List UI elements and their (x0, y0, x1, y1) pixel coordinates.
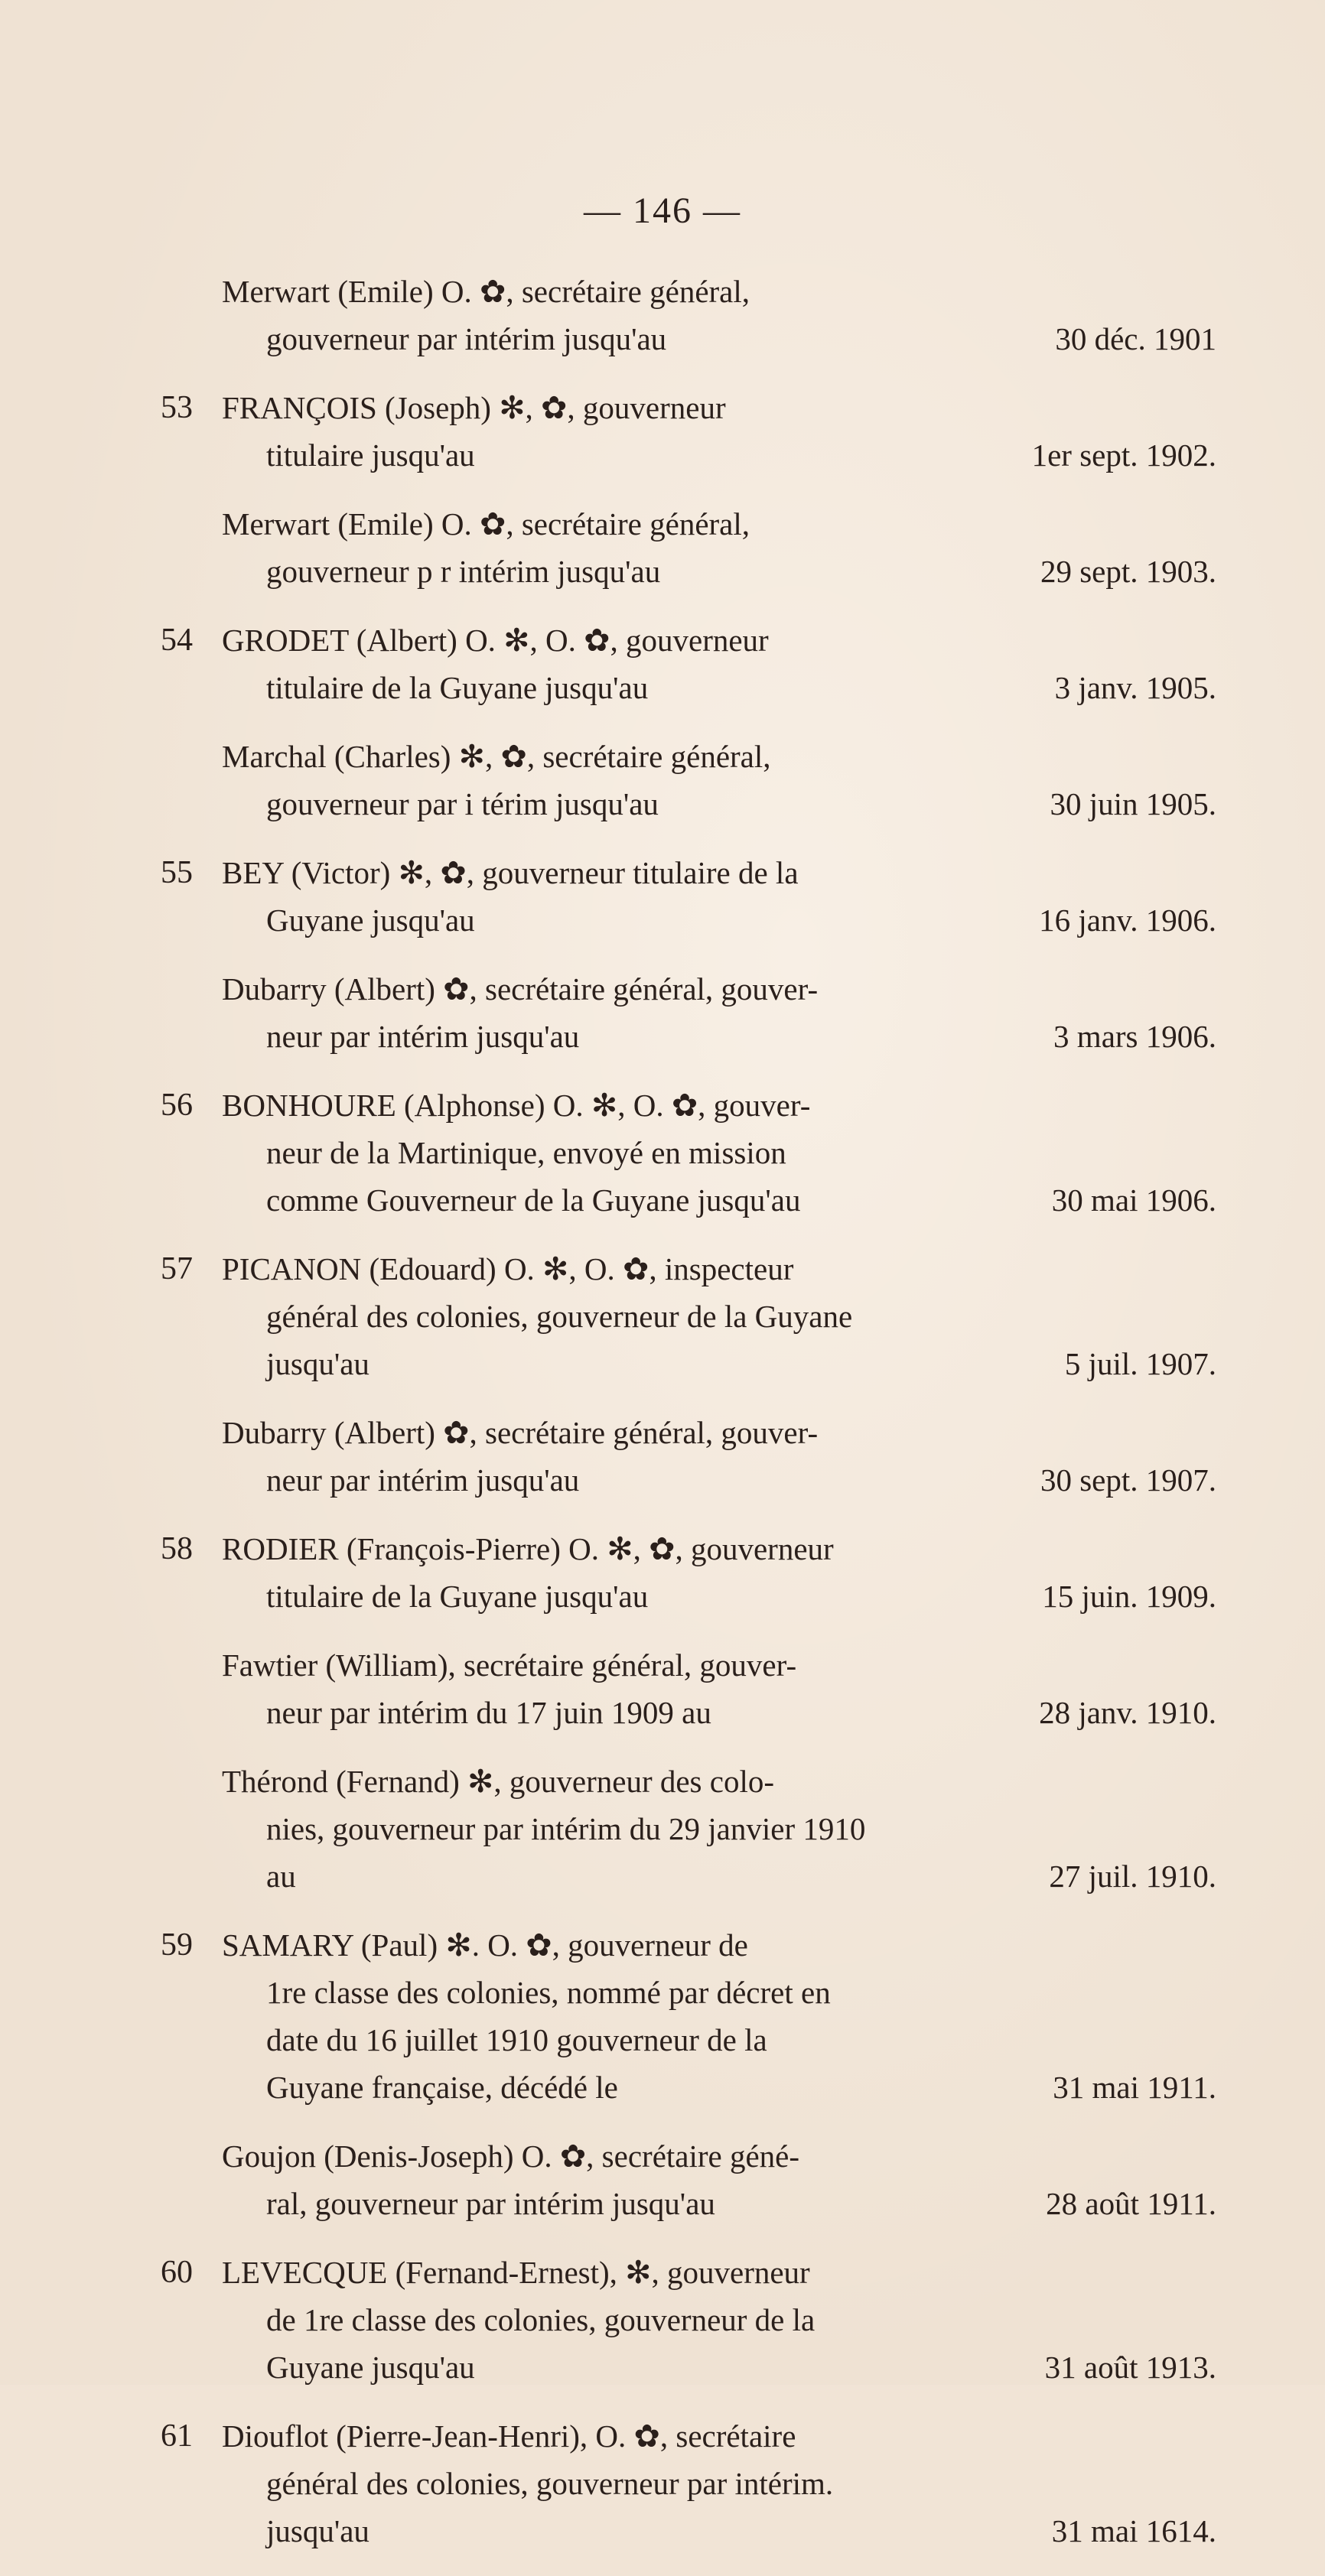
entry-line (222, 500, 1216, 548)
entry-line (222, 548, 1216, 595)
entry-line (222, 1573, 1216, 1620)
entry-line (222, 1013, 1216, 1060)
entry-line (222, 1176, 1216, 1224)
entry-line (222, 315, 1216, 363)
entry-date: 28 janv. 1910. (1039, 1695, 1216, 1730)
entry-date: 30 mai 1906. (1051, 1182, 1216, 1218)
entry-text: Guyane jusqu'au (266, 903, 475, 938)
list-item (161, 1641, 1216, 1736)
list-item (161, 1525, 1216, 1620)
entry-line (222, 849, 1216, 896)
entry-text: au (266, 1859, 296, 1894)
entry-date: 31 mai 1614. (1051, 2513, 1216, 2548)
entry-number: 57 (161, 1251, 193, 1286)
entry-text: titulaire jusqu'au (266, 437, 475, 473)
list-item (161, 1081, 1216, 1224)
entry-line (222, 2296, 1216, 2343)
entry-line (222, 431, 1216, 479)
entry-text: titulaire de la Guyane jusqu'au (266, 670, 649, 705)
entry-line (222, 2249, 1216, 2296)
entry-number: 61 (161, 2418, 193, 2454)
entry-text: nies, gouverneur par intérim du 29 janvier 1910 (266, 1811, 866, 1846)
entry-line (222, 1758, 1216, 1805)
list-item (161, 500, 1216, 595)
entry-text: ral, gouverneur par intérim jusqu'au (266, 2186, 715, 2221)
entry-text: Guyane française, décédé le (266, 2070, 618, 2105)
entry-line (222, 1641, 1216, 1689)
entry-line (222, 1245, 1216, 1293)
entry-line (222, 616, 1216, 664)
entry-date: 27 juil. 1910. (1049, 1859, 1216, 1894)
entry-line (222, 384, 1216, 431)
entry-text: 1re classe des colonies, nommé par décret en (266, 1975, 831, 2010)
entry-text: RODIER (François-Pierre) O. ✻, ✿, gouverneur (222, 1531, 834, 1566)
entry-date: 3 janv. 1905. (1054, 670, 1216, 705)
entry-line (222, 965, 1216, 1013)
entry-text: Marchal (Charles) ✻, ✿, secrétaire général, (222, 739, 771, 774)
entry-text: FRANÇOIS (Joseph) ✻, ✿, gouverneur (222, 390, 726, 425)
entry-number: 59 (161, 1927, 193, 1963)
entry-text: PICANON (Edouard) O. ✻, O. ✿, inspecteur (222, 1251, 794, 1286)
entry-text: Merwart (Emile) O. ✿, secrétaire général, (222, 274, 750, 309)
list-item (161, 2132, 1216, 2227)
entry-text: neur de la Martinique, envoyé en mission (266, 1135, 786, 1170)
entry-text: Diouflot (Pierre-Jean-Henri), O. ✿, secrétaire (222, 2418, 796, 2454)
entry-date: 16 janv. 1906. (1039, 903, 1216, 938)
governor-list (161, 268, 1216, 2576)
entry-line (222, 1689, 1216, 1736)
entry-text: BEY (Victor) ✻, ✿, gouverneur titulaire de la (222, 855, 799, 890)
entry-text: Merwart (Emile) O. ✿, secrétaire général, (222, 506, 750, 542)
entry-date: 31 août 1913. (1044, 2350, 1216, 2385)
entry-number: 58 (161, 1531, 193, 1566)
entry-text: de 1re classe des colonies, gouverneur de la (266, 2302, 816, 2337)
entry-line (222, 1805, 1216, 1852)
entry-text: LEVECQUE (Fernand-Ernest), ✻, gouverneur (222, 2255, 810, 2290)
entry-text: Dubarry (Albert) ✿, secrétaire général, gouver- (222, 1415, 819, 1450)
entry-text: comme Gouverneur de la Guyane jusqu'au (266, 1182, 801, 1218)
entry-date: 29 sept. 1903. (1040, 554, 1216, 589)
entry-line (222, 2180, 1216, 2227)
entry-text: Thérond (Fernand) ✻, gouverneur des colo- (222, 1764, 775, 1799)
entry-text: BONHOURE (Alphonse) O. ✻, O. ✿, gouver- (222, 1088, 811, 1123)
entry-date: 5 juil. 1907. (1064, 1346, 1216, 1381)
list-item (161, 2412, 1216, 2555)
list-item (161, 965, 1216, 1060)
entry-text: date du 16 juillet 1910 gouverneur de la (266, 2022, 767, 2057)
entry-text: neur par intérim jusqu'au (266, 1462, 580, 1498)
entry-text: général des colonies, gouverneur de la Guyane (266, 1299, 853, 1334)
entry-text: GRODET (Albert) O. ✻, O. ✿, gouverneur (222, 623, 769, 658)
entry-line (222, 1525, 1216, 1573)
entry-text: Fawtier (William), secrétaire général, gouver- (222, 1647, 797, 1683)
entry-number: 56 (161, 1088, 193, 1123)
entry-line (222, 2343, 1216, 2391)
entry-text: jusqu'au (266, 2513, 370, 2548)
entry-line (222, 896, 1216, 944)
entry-text: neur par intérim jusqu'au (266, 1019, 580, 1054)
list-item (161, 1409, 1216, 1504)
page-number: — 146 — (584, 190, 741, 231)
entry-number: 53 (161, 390, 193, 425)
entry-text: gouverneur par i térim jusqu'au (266, 786, 659, 821)
list-item (161, 733, 1216, 828)
entry-text: jusqu'au (266, 1346, 370, 1381)
list-item (161, 616, 1216, 711)
entry-line (222, 1921, 1216, 1969)
entry-number: 60 (161, 2255, 193, 2290)
entry-line (222, 2507, 1216, 2555)
entry-line (222, 780, 1216, 828)
entry-line (222, 1129, 1216, 1176)
entry-line (222, 664, 1216, 711)
entry-date: 30 déc. 1901 (1055, 321, 1216, 356)
list-item (161, 849, 1216, 944)
entry-date: 28 août 1911. (1046, 2186, 1216, 2221)
entry-date: 1er sept. 1902. (1031, 437, 1216, 473)
entry-text: gouverneur p r intérim jusqu'au (266, 554, 661, 589)
entry-date: 3 mars 1906. (1053, 1019, 1216, 1054)
entry-line (222, 1293, 1216, 1340)
entry-number: 55 (161, 855, 193, 890)
entry-line (222, 1340, 1216, 1387)
list-item (161, 1921, 1216, 2111)
list-item (161, 1245, 1216, 1387)
list-item (161, 268, 1216, 363)
entry-date: 31 mai 1911. (1053, 2070, 1216, 2105)
entry-text: général des colonies, gouverneur par intérim. (266, 2466, 834, 2501)
entry-text: Guyane jusqu'au (266, 2350, 475, 2385)
entry-line (222, 2412, 1216, 2460)
entry-line (222, 733, 1216, 780)
list-item (161, 384, 1216, 479)
entry-line (222, 268, 1216, 315)
entry-line (222, 1852, 1216, 1900)
entry-date: 30 juin 1905. (1050, 786, 1216, 821)
entry-line (222, 2016, 1216, 2064)
entry-number: 54 (161, 623, 193, 658)
entry-line (222, 1969, 1216, 2016)
entry-text: neur par intérim du 17 juin 1909 au (266, 1695, 711, 1730)
entry-line (222, 2064, 1216, 2111)
entry-date: 15 juin. 1909. (1042, 1579, 1216, 1614)
list-item (161, 1758, 1216, 1900)
entry-text: Dubarry (Albert) ✿, secrétaire général, gouver- (222, 971, 819, 1007)
entry-line (222, 2460, 1216, 2507)
entry-line (222, 2132, 1216, 2180)
entry-text: SAMARY (Paul) ✻. O. ✿, gouverneur de (222, 1927, 748, 1963)
entry-date: 30 sept. 1907. (1040, 1462, 1216, 1498)
entry-line (222, 1081, 1216, 1129)
entry-text: Goujon (Denis-Joseph) O. ✿, secrétaire géné- (222, 2139, 800, 2174)
list-item (161, 2249, 1216, 2391)
entry-line (222, 1456, 1216, 1504)
entry-text: gouverneur par intérim jusqu'au (266, 321, 667, 356)
entry-text: titulaire de la Guyane jusqu'au (266, 1579, 649, 1614)
entry-line (222, 1409, 1216, 1456)
